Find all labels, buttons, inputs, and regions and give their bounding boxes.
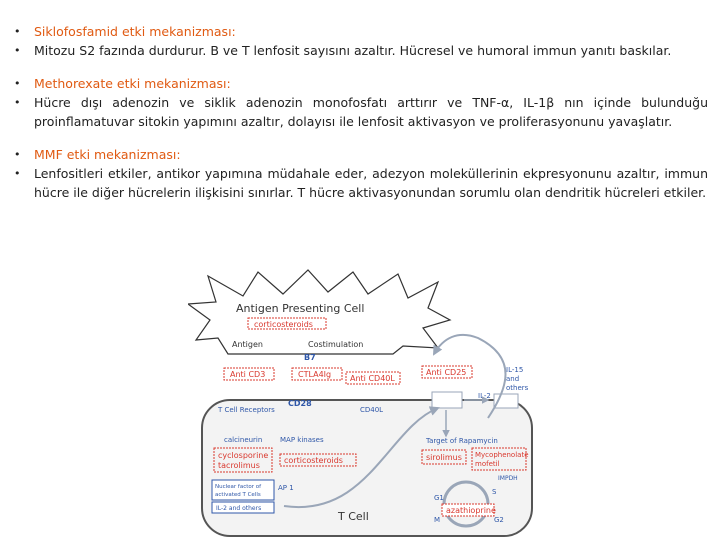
- il2-others-label: IL-2 and others: [216, 505, 262, 512]
- cd40l-label: CD40L: [360, 406, 384, 414]
- il2-receptor-bars: [432, 392, 462, 408]
- t-cell-title: T Cell: [338, 510, 369, 523]
- section-body: Mitozu S2 fazında durdurur. B ve T lenfosit sayısını azaltır. Hücresel ve humoral immun yanıtı baskılar.: [34, 43, 672, 58]
- target-rapamycin-label: Target of Rapamycin: [426, 437, 498, 445]
- g2-label: G2: [494, 516, 504, 524]
- cyclosporine-label: cyclosporine: [218, 451, 269, 460]
- azathioprine-label: azathioprine: [446, 506, 496, 515]
- il15-others-label: others: [506, 384, 529, 392]
- apc-title: Antigen Presenting Cell: [236, 302, 365, 315]
- antigen-label: Antigen: [232, 340, 263, 349]
- b7-label: B7: [304, 353, 316, 362]
- il15-and-label: and: [506, 375, 520, 383]
- section-heading: MMF etki mekanizması:: [34, 147, 181, 162]
- il15-label: IL-15: [506, 366, 524, 374]
- bullet-marker: •: [14, 77, 21, 90]
- section-cyclophosphamide: [8, 22, 708, 60]
- nfat-label-line1: Nuclear factor of: [215, 484, 262, 490]
- ctla4ig-label: CTLA4Ig: [298, 370, 332, 379]
- s-label: S: [492, 488, 497, 496]
- bullet-marker: •: [14, 148, 21, 161]
- section-mmf: [8, 145, 708, 202]
- corticosteroids-label-tcell: corticosteroids: [284, 456, 343, 465]
- anti-cd3-label: Anti CD3: [230, 370, 266, 379]
- bullet-marker: •: [14, 167, 21, 180]
- section-heading: Siklofosfamid etki mekanizması:: [34, 24, 236, 39]
- section-body: Lenfositleri etkiler, antikor yapımına müdahale eder, adezyon moleküllerinin ekpresyonunu azaltır, immun hücre ile diğer hücrelerin ilişkisini sınırlar. T hücre aktivasyonundan sorumlu olan dendritik hücreleri etkiler.: [34, 166, 708, 200]
- ap1-label: AP 1: [278, 484, 294, 492]
- mofetil-label: mofetil: [475, 460, 500, 468]
- bullet-marker: •: [14, 44, 21, 57]
- sirolimus-label: sirolimus: [426, 453, 462, 462]
- g1-label: G1: [434, 494, 444, 502]
- bullet-list: [8, 22, 708, 216]
- map-kinases-label: MAP kinases: [280, 436, 324, 444]
- section-methotrexate: [8, 74, 708, 131]
- immunosuppressant-mechanism-diagram: [188, 268, 540, 540]
- bullet-marker: •: [14, 96, 21, 109]
- costimulation-label: Costimulation: [308, 340, 364, 349]
- anti-cd40l-label: Anti CD40L: [350, 374, 395, 383]
- anti-cd25-label: Anti CD25: [426, 368, 467, 377]
- tacrolimus-label: tacrolimus: [218, 461, 260, 470]
- section-body: Hücre dışı adenozin ve siklik adenozin monofosfatı arttırır ve TNF-α, IL-1β nın içinde bulunduğu proinflamatuvar sitokin yapımını azaltır, dolayısı ile lenfosit aktivasyon ve proliferasyonunu yavaşlatır.: [34, 95, 708, 129]
- bullet-marker: •: [14, 25, 21, 38]
- nfat-label-line2: activated T Cells: [215, 492, 261, 498]
- il2-arrow-label: IL-2: [478, 392, 491, 400]
- cd28-label: CD28: [288, 399, 312, 408]
- calcineurin-label: calcineurin: [224, 436, 263, 444]
- corticosteroids-label-apc: corticosteroids: [254, 320, 313, 329]
- section-heading: Methorexate etki mekanizması:: [34, 76, 231, 91]
- tcr-label: T Cell Receptors: [218, 406, 275, 414]
- m-label: M: [434, 516, 441, 524]
- impdh-label: IMPDH: [498, 475, 518, 482]
- mycophenolate-label: Mycophenolate: [475, 451, 529, 459]
